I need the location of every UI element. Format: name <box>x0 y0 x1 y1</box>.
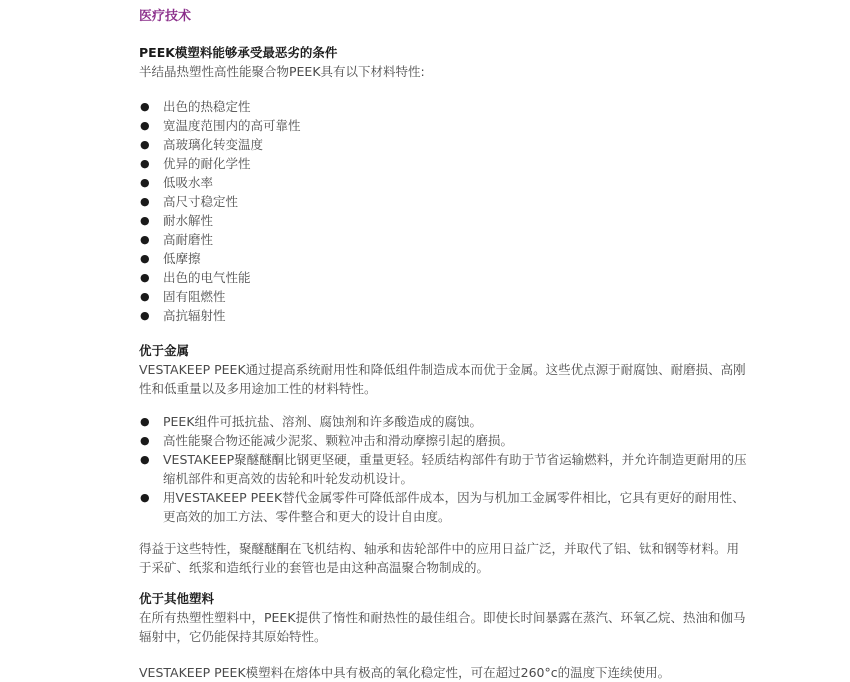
bullet-icon: ● <box>140 290 150 303</box>
bullet-icon: ● <box>140 176 150 189</box>
list-item <box>139 211 749 230</box>
section-heading: PEEK模塑料能够承受最恶劣的条件 <box>139 45 338 60</box>
section-conditions <box>139 43 749 325</box>
list-item <box>139 412 749 431</box>
list-item <box>139 97 749 116</box>
list-item-text: 用VESTAKEEP PEEK替代金属零件可降低部件成本，因为与机加工金属零件相比，它具有更好的耐用性、更高效的加工方法、零件整合和更大的设计自由度。 <box>163 490 745 524</box>
list-item <box>139 230 749 249</box>
section-heading: 优于其他塑料 <box>139 591 215 606</box>
list-item <box>139 431 749 450</box>
bullet-icon: ● <box>140 214 150 227</box>
section-better-than-metal <box>139 341 749 577</box>
list-item-text: 优异的耐化学性 <box>163 156 251 171</box>
list-item-text: 出色的热稳定性 <box>163 99 251 114</box>
list-item <box>139 249 749 268</box>
advantage-list <box>139 412 749 526</box>
list-item-text: 高尺寸稳定性 <box>163 194 239 209</box>
list-item-text: 宽温度范围内的高可靠性 <box>163 118 301 133</box>
section-intro: VESTAKEEP PEEK通过提高系统耐用性和降低组件制造成本而优于金属。这些优点源于耐腐蚀、耐磨损、高刚性和低重量以及多用途加工性的材料特性。 <box>139 362 746 396</box>
list-item <box>139 116 749 135</box>
list-item-text: 出色的电气性能 <box>163 270 251 285</box>
section-paragraph: VESTAKEEP PEEK模塑料在熔体中具有极高的氧化稳定性，可在超过260°c的温度下连续使用。 <box>139 665 671 680</box>
bullet-icon: ● <box>140 415 150 428</box>
list-item-text: 高耐磨性 <box>163 232 214 247</box>
section-paragraph: 得益于这些特性，聚醚醚酮在飞机结构、轴承和齿轮部件中的应用日益广泛，并取代了铝、钛和钢等材料。用于采矿、纸浆和造纸行业的套管也是由这种高温聚合物制成的。 <box>139 541 740 575</box>
list-item <box>139 268 749 287</box>
section-better-than-plastics <box>139 589 749 682</box>
list-item <box>139 154 749 173</box>
list-item <box>139 192 749 211</box>
bullet-icon: ● <box>140 138 150 151</box>
list-item-text: PEEK组件可抵抗盐、溶剂、腐蚀剂和许多酸造成的腐蚀。 <box>163 414 483 429</box>
property-list <box>139 97 749 325</box>
bullet-icon: ● <box>140 271 150 284</box>
list-item <box>139 287 749 306</box>
list-item-text: 固有阻燃性 <box>163 289 226 304</box>
list-item-text: 高性能聚合物还能减少泥浆、颗粒冲击和滑动摩擦引起的磨损。 <box>163 433 514 448</box>
list-item <box>139 306 749 325</box>
bullet-icon: ● <box>140 491 150 504</box>
bullet-icon: ● <box>140 100 150 113</box>
list-item <box>139 173 749 192</box>
bullet-icon: ● <box>140 453 150 466</box>
list-item-text: 耐水解性 <box>163 213 214 228</box>
list-item-text: 高抗辐射性 <box>163 308 226 323</box>
list-item <box>139 135 749 154</box>
bullet-icon: ● <box>140 119 150 132</box>
list-item-text: 低摩擦 <box>163 251 201 266</box>
list-item-text: VESTAKEEP聚醚醚酮比钢更坚硬，重量更轻。轻质结构部件有助于节省运输燃料，并允许制造更耐用的压缩机部件和更高效的齿轮和叶轮发动机设计。 <box>163 452 747 486</box>
list-item <box>139 488 749 526</box>
section-intro: 半结晶热塑性高性能聚合物PEEK具有以下材料特性: <box>139 64 425 79</box>
bullet-icon: ● <box>140 434 150 447</box>
bullet-icon: ● <box>140 252 150 265</box>
bullet-icon: ● <box>140 233 150 246</box>
list-item <box>139 450 749 488</box>
section-paragraph: 在所有热塑性塑料中，PEEK提供了惰性和耐热性的最佳组合。即使长时间暴露在蒸汽、环氧乙烷、热油和伽马辐射中，它仍能保持其原始特性。 <box>139 610 746 644</box>
list-item-text: 高玻璃化转变温度 <box>163 137 264 152</box>
bullet-icon: ● <box>140 309 150 322</box>
bullet-icon: ● <box>140 195 150 208</box>
bullet-icon: ● <box>140 157 150 170</box>
section-heading: 优于金属 <box>139 343 190 358</box>
list-item-text: 低吸水率 <box>163 175 214 190</box>
category-title[interactable]: 医疗技术 <box>139 9 192 24</box>
